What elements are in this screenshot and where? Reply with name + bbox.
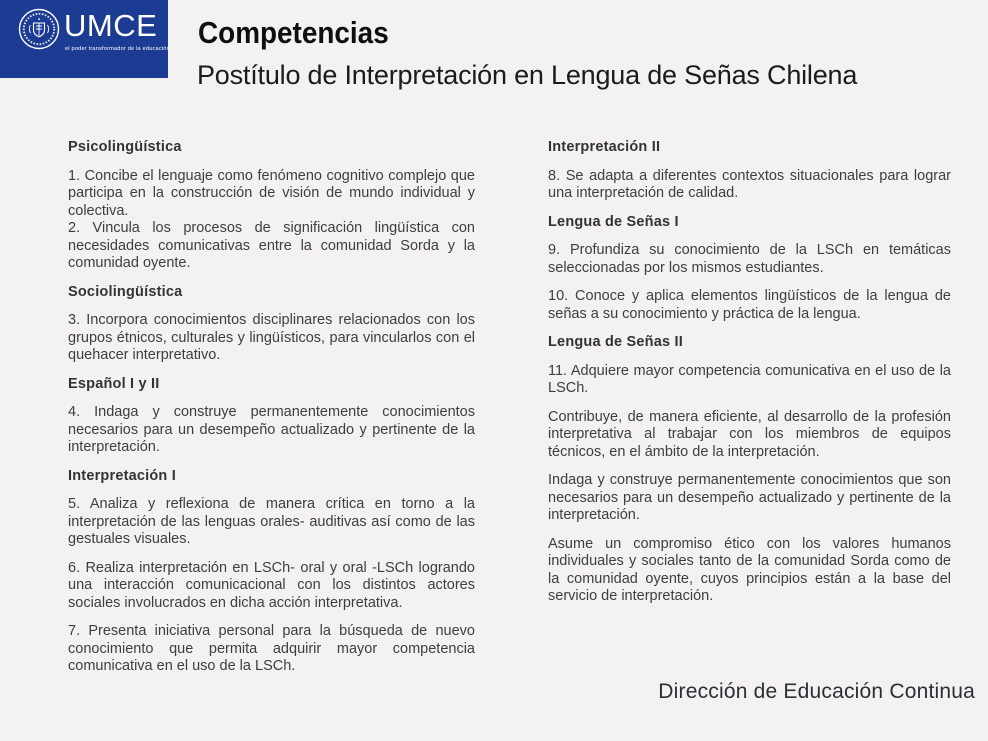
competency-paragraph: Asume un compromiso ético con los valores humanos individuales y sociales tanto de la comunidad Sorda como de la comunidad oyente, cuyos principios están a la base del servicio de interpretación. [548, 535, 951, 604]
umce-brand-name: UMCE [64, 8, 158, 43]
competency-paragraph: 5. Analiza y reflexiona de manera crítica en torno a la interpretación de las lenguas orales- auditivas así como de las gestuales visuales. [68, 496, 475, 547]
competency-paragraph: 3. Incorpora conocimientos disciplinares relacionados con los grupos étnicos, culturales y lingüísticos, para vincularlos con el quehacer interpretativo. [68, 312, 475, 363]
competency-paragraph: 6. Realiza interpretación en LSCh- oral y oral -LSCh logrando una interacción comunicacional con los distintos actores sociales involucrados en dicha acción interpretativa. [68, 559, 475, 611]
left-column [68, 139, 475, 687]
competency-section [68, 468, 475, 676]
competency-section [68, 284, 475, 365]
section-heading: Lengua de Señas II [548, 334, 683, 350]
page-title: Competencias [198, 15, 389, 50]
section-heading: Lengua de Señas I [548, 213, 679, 230]
competency-paragraph: Indaga y construye permanentemente conocimientos que son necesarios para un desempeño actualizado y pertinente de la interpretación. [548, 472, 951, 523]
competency-section [68, 139, 475, 273]
competency-section [548, 334, 951, 606]
competency-paragraph: 8. Se adapta a diferentes contextos situacionales para lograr una interpretación de calidad. [548, 167, 951, 201]
competency-paragraph: 1. Concibe el lenguaje como fenómeno cognitivo complejo que participa en la construcción de visión de mundo individual y colectiva. [68, 167, 475, 219]
competency-paragraph: 9. Profundiza su conocimiento de la LSCh en temáticas seleccionadas por los mismos estudiantes. [548, 242, 951, 276]
umce-tagline: el poder transformador de la educación [65, 46, 170, 52]
competency-paragraph: 4. Indaga y construye permanentemente conocimientos necesarios para un desempeño actualizado y pertinente de la interpretación. [68, 404, 475, 455]
umce-logo [0, 0, 168, 78]
section-heading: Español I y II [68, 375, 160, 392]
competency-section [548, 139, 951, 203]
footer-department: Dirección de Educación Continua [658, 680, 975, 703]
section-heading: Sociolingüística [68, 283, 183, 300]
page-subtitle: Postítulo de Interpretación en Lengua de Señas Chilena [197, 60, 858, 90]
umce-seal-icon [18, 8, 60, 50]
right-column [548, 139, 951, 687]
competencies-content [68, 139, 951, 687]
section-heading: Interpretación I [68, 467, 176, 484]
competency-section [548, 214, 951, 324]
competency-section [68, 376, 475, 457]
competency-paragraph: Contribuye, de manera eficiente, al desarrollo de la profesión interpretativa al trabajar con los miembros de equipos técnicos, en el ámbito de la interpretación. [548, 408, 951, 460]
section-heading: Interpretación II [548, 139, 661, 155]
competency-paragraph: 7. Presenta iniciativa personal para la búsqueda de nuevo conocimiento que permita adquirir mayor competencia comunicativa en el uso de la LSCh. [68, 623, 475, 674]
competency-paragraph: 10. Conoce y aplica elementos lingüísticos de la lengua de señas a su conocimiento y práctica de la lengua. [548, 288, 951, 322]
section-heading: Psicolingüística [68, 139, 182, 155]
competency-paragraph: 2. Vincula los procesos de significación lingüística con necesidades comunicativas entre la comunidad Sorda y la comunidad oyente. [68, 220, 475, 271]
competency-paragraph: 11. Adquiere mayor competencia comunicativa en el uso de la LSCh. [548, 362, 951, 396]
